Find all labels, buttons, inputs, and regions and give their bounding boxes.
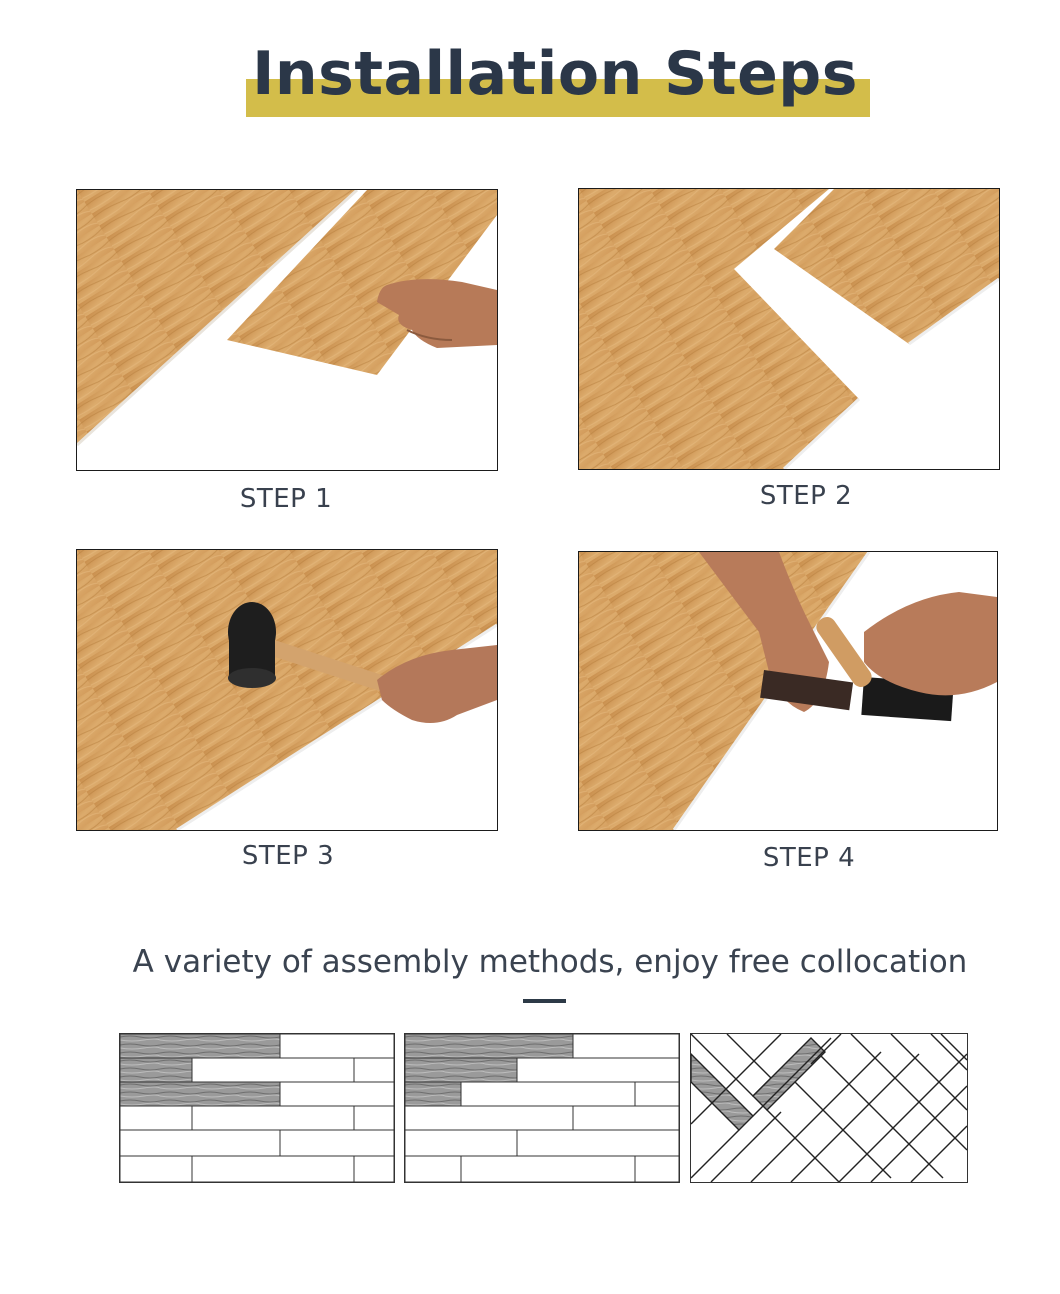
staggered-plank-pattern-a [120,1034,394,1182]
title-area [0,0,1060,130]
step-2-photo [578,188,1000,470]
step-1-label: STEP 1 [239,484,333,514]
plank-lock-photo [579,189,999,469]
page-title: Installation Steps [252,39,858,109]
tapping-block-photo [579,552,997,830]
step-4-label: STEP 4 [762,843,856,873]
subtitle-divider [523,999,566,1003]
rubber-mallet-tap-photo [77,550,497,830]
step-3-photo [76,549,498,831]
staggered-plank-pattern-b [405,1034,679,1182]
pattern-1 [119,1033,395,1183]
pattern-3 [690,1033,968,1183]
assembly-subtitle: A variety of assembly methods, enjoy free collocation [132,944,968,980]
step-3-label: STEP 3 [241,841,335,871]
herringbone-pattern [691,1034,967,1182]
pattern-2 [404,1033,680,1183]
step-4-photo [578,551,998,831]
plank-angle-insert-photo [77,190,497,470]
step-1-photo [76,189,498,471]
step-2-label: STEP 2 [759,481,853,511]
